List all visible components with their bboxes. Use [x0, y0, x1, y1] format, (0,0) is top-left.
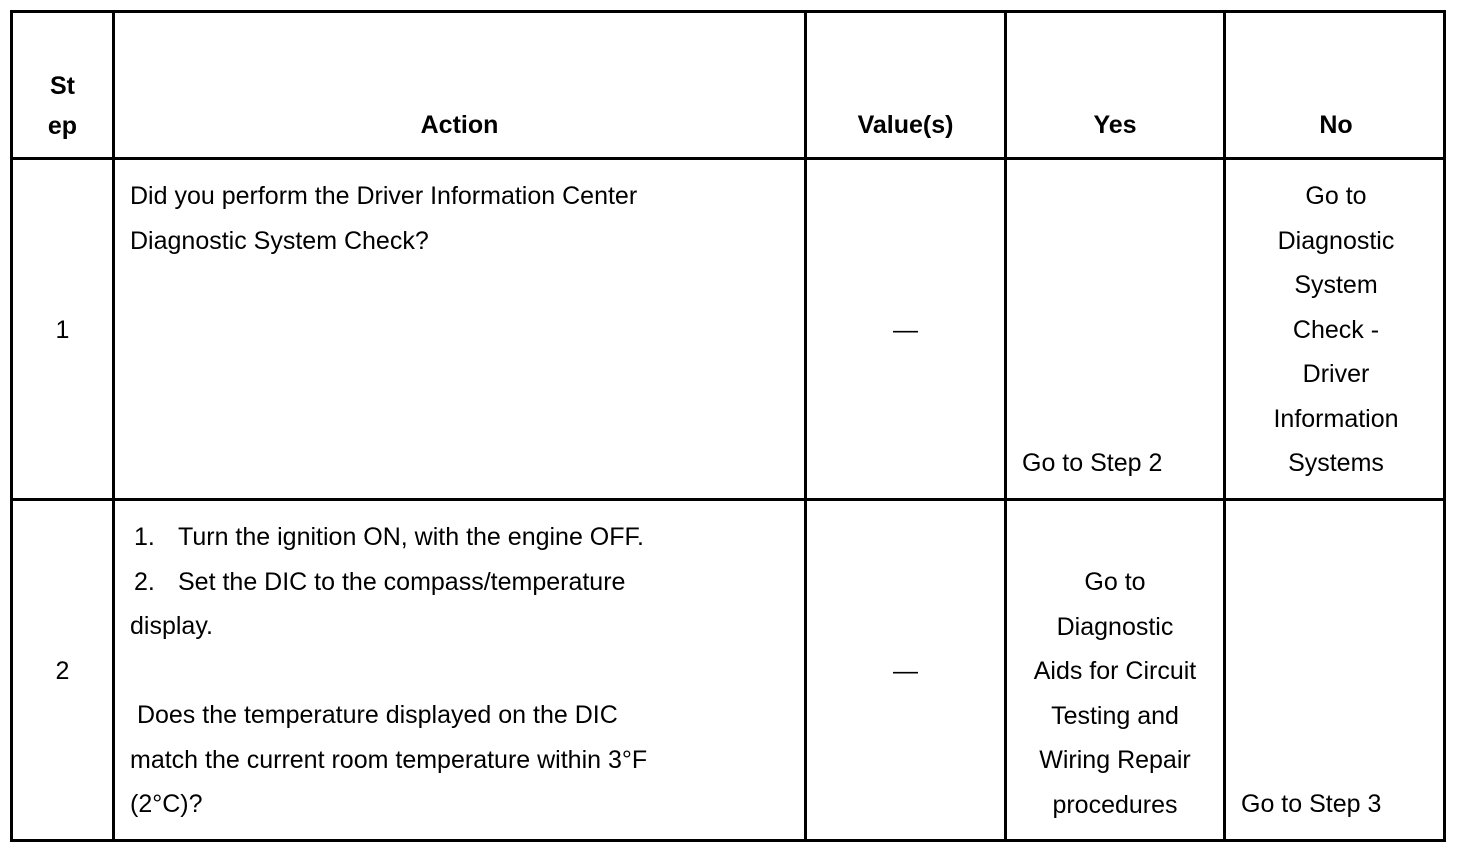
row1-action-line: Did you perform the Driver Information Center	[130, 182, 638, 210]
row2-step: 2	[55, 657, 70, 685]
header-action: Action	[420, 111, 499, 139]
header-values: Value(s)	[857, 111, 954, 139]
list-number: 1.	[134, 523, 155, 551]
row2-action	[130, 501, 800, 827]
row1-no-line: Check -	[1292, 315, 1380, 344]
header-step-line2: ep	[47, 112, 78, 140]
row2-action-list-item	[130, 560, 800, 605]
row2-no: Go to Step 3	[1241, 790, 1382, 818]
row2-action-list-item	[130, 515, 800, 560]
row2-yes-line: Diagnostic	[1056, 612, 1174, 641]
diagnostic-table	[10, 10, 1446, 842]
row2-yes-line: Testing and	[1051, 701, 1179, 730]
row2-yes-line: procedures	[1052, 790, 1178, 819]
row1-value: —	[893, 316, 918, 344]
row1-action-line: Diagnostic System Check?	[130, 226, 429, 255]
row1-no-line: Systems	[1288, 449, 1384, 477]
row2-yes-line: Wiring Repair	[1039, 746, 1191, 774]
row1-no-line: Information	[1273, 404, 1399, 433]
row1-action	[130, 160, 800, 263]
blank-line	[130, 649, 800, 694]
list-text: Set the DIC to the compass/temperature	[178, 567, 626, 596]
row1-no-line: Diagnostic	[1277, 226, 1395, 255]
row2-yes-line: Go to	[1084, 568, 1146, 596]
row1-no	[1226, 160, 1446, 486]
row2-action-line: display.	[130, 612, 213, 640]
row1-no-line: System	[1294, 271, 1378, 299]
row2-action-line: Does the temperature displayed on the DIC	[130, 701, 618, 729]
list-text: Turn the ignition ON, with the engine OFF.	[178, 523, 644, 551]
row2-action-line: match the current room temperature within 3°F	[130, 745, 648, 774]
list-number: 2.	[134, 567, 155, 596]
row1-step: 1	[55, 316, 70, 344]
row2-value: —	[893, 657, 918, 685]
row2-yes	[1007, 501, 1223, 827]
row2-yes-line: Aids for Circuit	[1033, 657, 1197, 685]
header-step	[13, 13, 112, 157]
row1-no-line: Go to	[1305, 182, 1367, 210]
header-no: No	[1319, 111, 1353, 139]
header-yes: Yes	[1093, 111, 1137, 139]
header-step-line1: St	[50, 72, 75, 100]
row1-yes: Go to Step 2	[1022, 449, 1163, 477]
row2-action-line: (2°C)?	[130, 790, 203, 818]
row1-no-line: Driver	[1302, 360, 1370, 388]
